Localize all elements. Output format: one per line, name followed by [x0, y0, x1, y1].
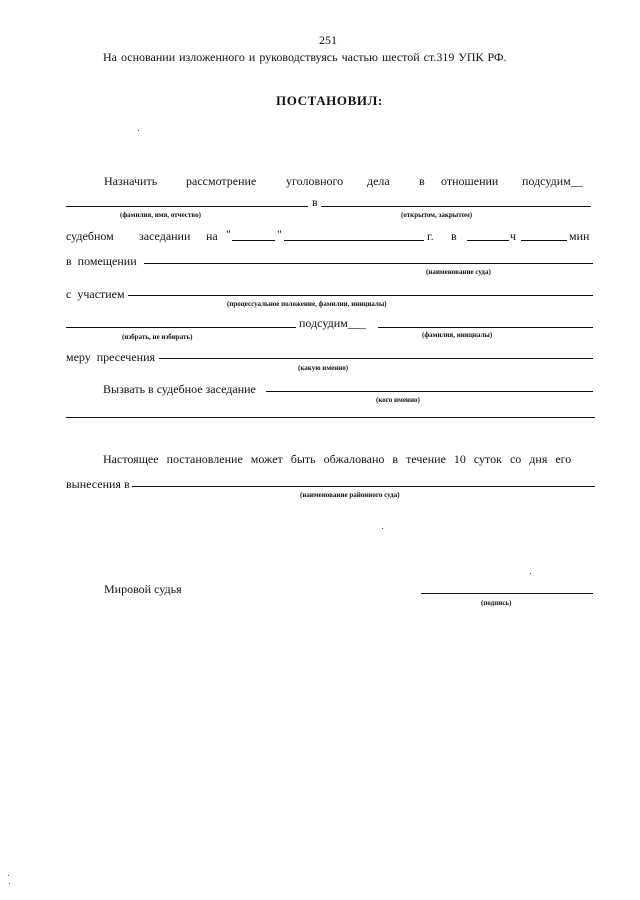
scan-speck — [9, 883, 10, 884]
premises-hint: (наименование суда) — [426, 268, 491, 276]
summon-extra-line[interactable] — [66, 417, 595, 418]
session-word-1: судебном — [66, 229, 114, 243]
participation-hint: (процессуальное положение, фамилии, инициалы) — [227, 300, 387, 308]
hour-abbr: ч — [510, 229, 517, 243]
assign-word-1: Назначить — [104, 174, 158, 188]
participation-label: с участием — [66, 287, 125, 301]
measure-label: меру пресечения — [66, 350, 156, 364]
hint-choose: (избрать, не избирать) — [122, 333, 193, 341]
signature-label: Мировой судья — [104, 582, 182, 596]
quote-open: " — [226, 227, 231, 241]
min-abbr: мин — [569, 229, 590, 243]
scan-speck — [138, 130, 139, 131]
hint-fio: (фамилия, имя, отчество) — [120, 211, 201, 219]
appeal-court-label: вынесения в — [66, 477, 130, 491]
assign-word-5: в — [419, 174, 425, 188]
open-closed-field-line[interactable] — [321, 206, 591, 207]
assign-word-7: подсудим__ — [522, 174, 583, 188]
session-word-3: на — [206, 229, 218, 243]
hint-open-closed: (открытом, закрытом) — [401, 211, 473, 219]
minute-field-line[interactable] — [521, 240, 567, 241]
appeal-court-hint: (наименование районного суда) — [300, 491, 400, 499]
session-word-2: заседании — [139, 229, 191, 243]
fio-field-line[interactable] — [66, 206, 308, 207]
page-number: 251 — [319, 33, 337, 47]
signature-field-line[interactable] — [421, 593, 593, 594]
appeal-court-field-line[interactable] — [132, 486, 595, 487]
assign-word-6: отношении — [441, 174, 499, 188]
at-word: в — [451, 229, 457, 243]
defendant-label: подсудим___ — [299, 316, 366, 330]
premises-label: в помещении — [66, 254, 137, 268]
summon-field-line[interactable] — [266, 391, 593, 392]
year-abbr: г. — [427, 229, 434, 243]
assign-word-4: дела — [367, 174, 390, 188]
day-field-line[interactable] — [232, 240, 275, 241]
month-year-field-line[interactable] — [284, 240, 424, 241]
hint-defendant-name: (фамилия, инициалы) — [422, 331, 493, 339]
participation-field-line[interactable] — [128, 295, 593, 296]
measure-field-line[interactable] — [159, 358, 593, 359]
scan-speck — [382, 528, 383, 529]
measure-hint: (какую именно) — [298, 364, 349, 372]
intro-text: На основании изложенного и руководствуясь частью шестой ст.319 УПК РФ. — [103, 50, 507, 64]
in-word: в — [312, 195, 318, 209]
hour-field-line[interactable] — [467, 240, 509, 241]
summon-label: Вызвать в судебное заседание — [103, 382, 256, 396]
defendant-name-field-line[interactable] — [378, 327, 593, 328]
choose-field-line[interactable] — [66, 327, 296, 328]
quote-close: " — [277, 227, 282, 241]
premises-field-line[interactable] — [144, 263, 593, 264]
resolution-heading: ПОСТАНОВИЛ: — [276, 93, 383, 108]
summon-hint: (кого именно) — [376, 396, 420, 404]
scan-speck — [530, 573, 531, 574]
assign-word-2: рассмотрение — [186, 174, 257, 188]
assign-word-3: уголовного — [286, 174, 344, 188]
signature-hint: (подпись) — [481, 599, 512, 607]
appeal-text: Настоящее постановление может быть обжаловано в течение 10 суток со дня его — [103, 452, 572, 466]
scan-speck — [8, 875, 9, 876]
